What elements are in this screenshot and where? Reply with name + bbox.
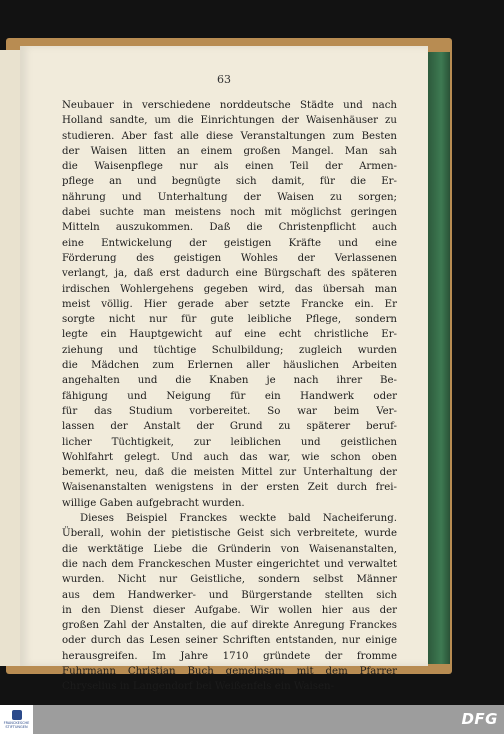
text-line: Überall, wohin der pietistische Geist sich verbreitete, wurde [62,528,397,540]
text-line: lassen der Anstalt der Grund zu späterer beruf- [62,421,397,433]
text-line: Waisenanstalten wenigstens in der ersten Zeit durch frei- [62,482,397,494]
text-line: Förderung des geistigen Wohles der Verlassenen [62,252,397,264]
dfg-logo[interactable]: DFG [461,710,498,728]
text-line: die Waisenpflege nur als einen Teil der Armen- [62,161,397,173]
text-line: herausgreifen. Im Jahre 1710 gründete der fromme [62,650,397,662]
text-line: großen Zahl der Anstalten, die auf direkte Anregung Franckes [62,620,397,632]
text-line: Mitteln auszukommen. Daß die Christenpflicht auch [62,222,397,234]
text-line: fähigung und Neigung für ein Handwerk oder [62,390,397,402]
text-line: meist völlig. Hier gerade aber setzte Francke ein. Er [62,298,397,310]
text-line: ziehung und tüchtige Schulbildung; zugleich wurden [62,344,397,356]
logo-text: FRANCKESCHE STIFTUNGEN [3,721,30,729]
logo-icon [12,710,22,720]
text-line: oder durch das Lesen seiner Schriften entstanden, nur einige [62,635,397,647]
page-number: 63 [217,73,231,86]
text-line: studieren. Aber fast alle diese Veranstaltungen zum Besten [62,130,397,142]
text-line: dabei suchte man meistens noch mit möglichst geringen [62,207,397,219]
text-line: Fuhrmann Christian Buch gemeinsam mit dem Pfarrer [62,665,397,677]
page-text [62,98,397,695]
text-line: Chryselius in Langendorf bei Weißenfels ein Waisen- [62,681,335,693]
text-line: Neubauer in verschiedene norddeutsche Städte und nach [62,100,397,111]
text-line: angehalten und die Knaben je nach ihrer Be- [62,375,397,387]
text-line: legte ein Hauptgewicht auf eine echt christliche Er- [62,329,397,341]
text-line: bemerkt, neu, daß die meisten Mittel zur Unterhaltung der [62,467,397,479]
text-line: pflege an und begnügte sich damit, für die Er- [62,176,397,188]
text-line: willige Gaben aufgebracht wurden. [62,497,245,509]
text-line: der Waisen litten an einem großen Mangel. Man sah [62,145,397,157]
viewer-footer-bar [0,705,504,734]
left-page-edge [0,50,21,666]
text-line: wurden. Nicht nur Geistliche, sondern selbst Männer [62,574,397,586]
text-line: aus dem Handwerker- und Bürgerstande stellten sich [62,589,397,601]
text-line: nährung und Unterhaltung der Waisen zu sorgen; [62,191,397,203]
text-line: verlangt, ja, daß erst dadurch eine Bürgschaft des späteren [62,268,397,280]
text-line: die nach dem Franckeschen Muster eingerichtet und verwaltet [62,558,397,570]
text-line: sorgte nicht nur für gute leibliche Pflege, sondern [62,314,397,326]
book-page [20,46,428,693]
text-line: eine Entwickelung der geistigen Kräfte und eine [62,237,397,249]
text-line: Holland sandte, um die Einrichtungen der Waisenhäuser zu [62,115,397,127]
text-line: die Mädchen zum Erlernen aller häuslichen Arbeiten [62,360,397,372]
text-line: Dieses Beispiel Franckes weckte bald Nacheiferung. [80,513,397,525]
text-line: irdischen Wohlergehens gegeben wird, das übersah man [62,283,397,295]
text-line: in den Dienst dieser Aufgabe. Wir wollen hier aus der [62,604,397,616]
text-line: licher Tüchtigkeit, zur leiblichen und geistlichen [62,436,397,448]
book-spine-edge [428,52,450,664]
text-line: für das Studium vorbereitet. So war beim Ver- [62,405,397,417]
institution-logo[interactable] [0,705,33,734]
text-line: Wohlfahrt gelegt. Und auch das war, wie schon oben [62,451,397,463]
text-line: die werktätige Liebe die Gründerin von Waisenanstalten, [62,543,397,555]
